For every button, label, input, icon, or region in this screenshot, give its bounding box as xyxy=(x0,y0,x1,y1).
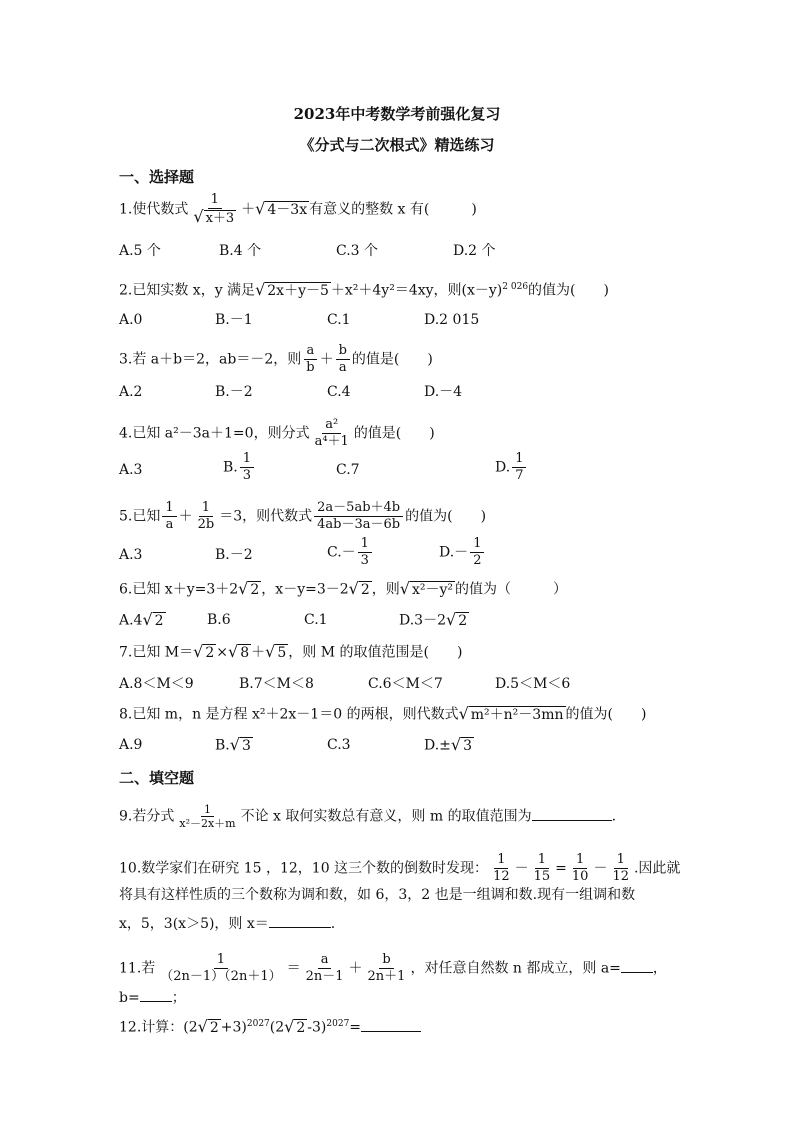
section-fill-heading: 二、填空题 xyxy=(119,769,195,787)
q8-option-a: A.9 xyxy=(119,737,143,753)
answer-blank-a xyxy=(621,958,653,973)
q6-option-a: A.4√ 2 xyxy=(119,610,164,629)
q2-option-c: C.1 xyxy=(327,312,351,328)
q4-option-a: A.3 xyxy=(119,462,143,478)
q2-option-d: D.2 015 xyxy=(424,312,480,328)
fraction: $\frac{\text{a²}}{\text{a⁴＋1}}$ xyxy=(314,417,349,449)
question-8: 8.已知 m，n 是方程 x²＋2x－1＝0 的两根，则代数式√ m²＋n²－3mn 的值为( ) xyxy=(119,704,647,723)
question-10-line-3: x，5，3(x＞5)，则 x＝ . xyxy=(119,913,335,934)
question-5: 5.已知 $\frac{1}{a}$ ＋ $\frac{1}{2b}$ ＝3，则代数式 $\frac{2a-5ab+4b}{4ab-3a-6b}$ 的值为( ) xyxy=(119,500,487,532)
question-10-line-2: 将具有这样性质的三个数称为调和数，如 6，3，2 也是一组调和数.现有一组调和数 xyxy=(119,887,636,903)
q6-option-c: C.1 xyxy=(304,612,328,628)
document-title: 2023年中考数学考前强化复习 xyxy=(293,105,501,123)
q5-option-d: D.－ $\frac{1}{2}$ xyxy=(439,536,486,569)
q7-option-c: C.6＜M＜7 xyxy=(368,676,443,692)
section-choice-heading: 一、选择题 xyxy=(119,168,195,186)
q8-option-c: C.3 xyxy=(327,737,351,753)
q5-option-a: A.3 xyxy=(119,547,143,563)
question-1: 1.使代数式 $\frac{1}{√ x+3}$ ＋√ 4－3x 有意义的整数 x 有( ) xyxy=(119,192,477,226)
q2-option-a: A.0 xyxy=(119,312,143,328)
q3-option-c: C.4 xyxy=(327,384,351,400)
q5-option-b: B.－2 xyxy=(215,547,253,563)
q7-option-b: B.7＜M＜8 xyxy=(239,676,314,692)
question-7: 7.已知 M＝√ 2 ×√ 8 ＋√ 5 ，则 M 的取值范围是( ) xyxy=(119,642,463,661)
q6-option-d: D.3－2√ 2 xyxy=(399,610,468,629)
q8-option-d: D.±√ 3 xyxy=(424,735,473,754)
q2-option-b: B.－1 xyxy=(215,312,253,328)
answer-blank xyxy=(532,806,612,821)
radical: √ 2x＋y－5 xyxy=(255,280,329,300)
q8-option-b: B.√ 3 xyxy=(215,735,251,754)
question-4: 4.已知 a²－3a＋1=0，则分式 $\frac{\text{a²}}{\text{a⁴＋1}}$ 的值是( ) xyxy=(119,417,435,449)
q3-option-d: D.－4 xyxy=(424,384,463,400)
radical: √ 4－3x xyxy=(255,199,308,218)
fraction: $\frac{1}{2b}$ xyxy=(197,500,215,532)
answer-blank-b xyxy=(140,987,172,1002)
q7-option-d: D.5＜M＜6 xyxy=(495,676,571,692)
fraction: $\frac{1}{√ x+3}$ xyxy=(193,192,235,226)
question-9: 9.若分式 $\frac{1}{\text{x²－2x＋m}}$ 不论 x 取何实数总有意义，则 m 的取值范围为 . xyxy=(119,803,617,830)
question-12: 12.计算：(2√ 2 +3)$^{2027}$(2√ 2 -3)$^{2027}$= xyxy=(119,1014,421,1038)
q3-option-b: B.－2 xyxy=(215,384,253,400)
question-2: 2.已知实数 x，y 满足√ 2x＋y－5 ＋x²＋4y²＝4xy，则$(x-y)^{2 026}$的值为( ) xyxy=(119,280,609,300)
q5-option-c: C.－ $\frac{1}{3}$ xyxy=(327,536,374,569)
fraction: $\frac{a}{b}$ xyxy=(303,343,317,376)
question-3: 3.若 a＋b＝2，ab＝－2，则 $\frac{a}{b}$ ＋ $\frac{b}{a}$ 的值是( ) xyxy=(119,343,433,375)
fraction: $\frac{1}{a}$ xyxy=(162,500,176,533)
fraction: $\frac{1}{(2n-1)(2n+1)}$ xyxy=(160,952,282,984)
fraction: $\frac{b}{a}$ xyxy=(336,343,350,376)
fraction: $\frac{1}{\text{x²－2x＋m}}$ xyxy=(179,803,236,830)
fraction: $\frac{2a-5ab+4b}{4ab-3a-6b}$ xyxy=(314,500,403,533)
question-11: 11.若 $\frac{1}{(2n-1)(2n+1)}$ ＝ $\frac{a}{2n-1}$ ＋ $\frac{b}{2n+1}$ ，对任意自然数 n 都成立，则 a= ， xyxy=(119,952,667,984)
q3-option-a: A.2 xyxy=(119,384,143,400)
answer-blank xyxy=(361,1017,421,1032)
q4-option-c: C.7 xyxy=(336,462,360,478)
question-11-line-2: b= ； xyxy=(119,987,186,1008)
document-subtitle: 《分式与二次根式》精选练习 xyxy=(299,136,495,154)
answer-blank xyxy=(269,913,331,928)
q7-option-a: A.8＜M＜9 xyxy=(119,676,194,692)
q1-option-c: C.3 个 xyxy=(336,243,379,259)
question-6: 6.已知 x＋y=3＋2√ 2 ，x－y=3－2√ 2 ，则√ x²－y² 的值为（ ） xyxy=(119,579,568,598)
q4-option-b: B. $\frac{1}{3}$ xyxy=(223,451,256,484)
q1-option-b: B.4 个 xyxy=(219,243,262,259)
q6-option-b: B.6 xyxy=(207,612,231,628)
q4-option-d: D. $\frac{1}{7}$ xyxy=(495,451,528,484)
q1-option-a: A.5 个 xyxy=(119,243,161,259)
q1-option-d: D.2 个 xyxy=(453,243,496,259)
question-10-line-1: 10.数学家们在研究 15 ，12，10 这三个数的倒数时发现： $\frac{1}{12}$ － $\frac{1}{15}$ = $\frac{1}{10}$ － $\frac{1}{12}$ .因此就 xyxy=(119,852,681,884)
